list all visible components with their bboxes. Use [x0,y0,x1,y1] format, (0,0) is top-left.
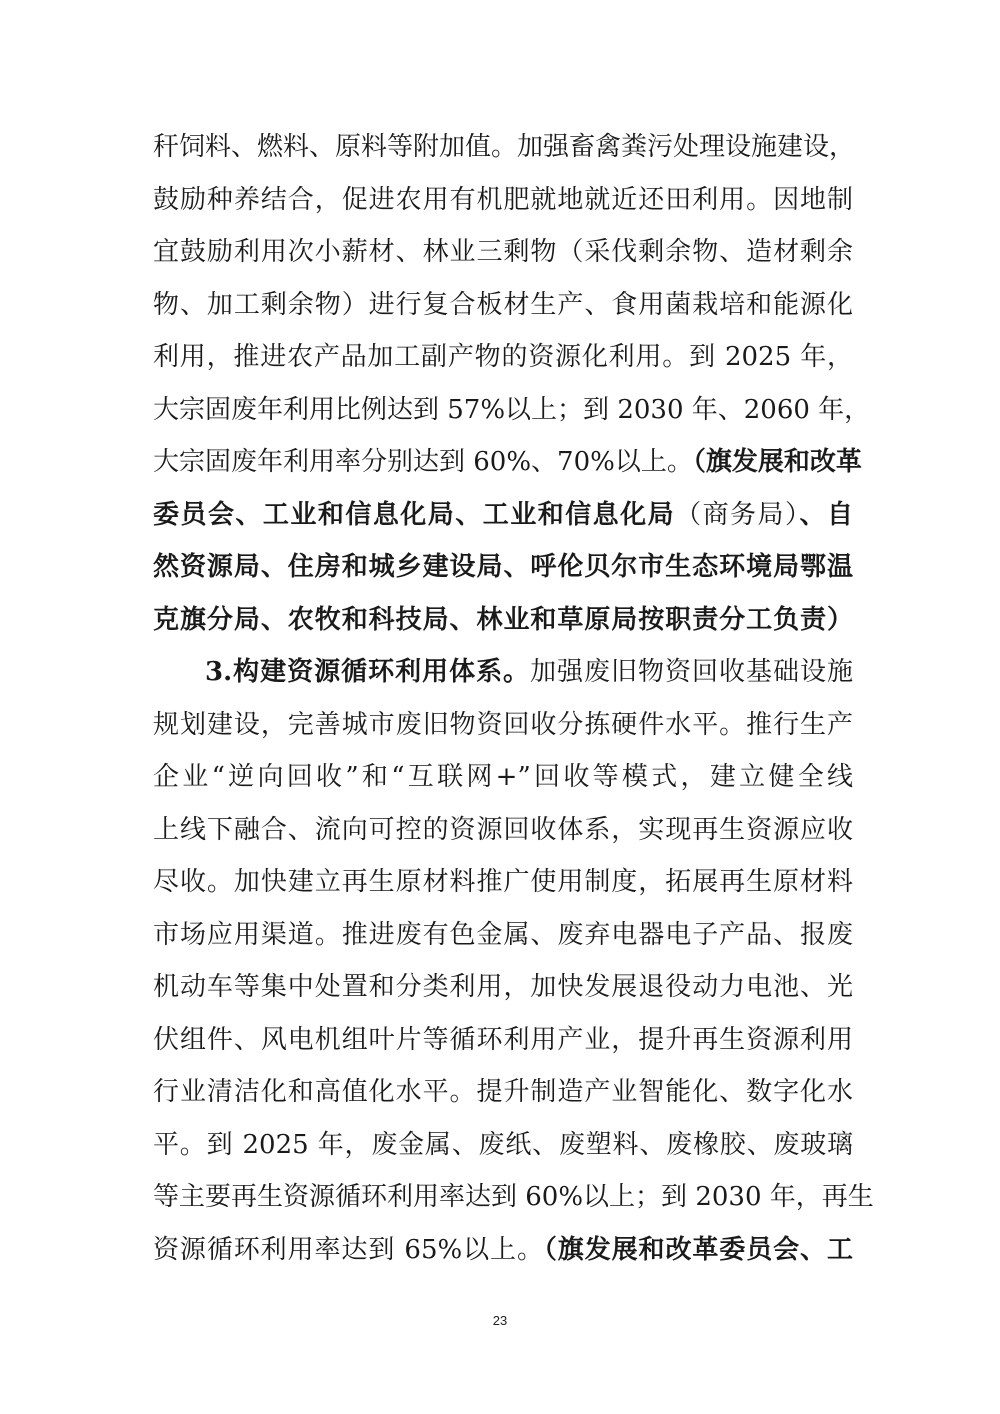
text-line: 机动车等集中处置和分类利用，加快发展退役动力电池、光 [153,972,853,1002]
text-line: 大宗固废年利用比例达到 57%以上；到 2030 年、2060 年， [153,394,871,425]
responsible-dept-text: 委员会、工业和信息化局、工业和信息化局 [153,499,676,530]
text-line: 委员会、工业和信息化局、工业和信息化局（商务局）、自 [153,499,853,530]
section-heading: 3.构建资源循环利用体系。 [205,657,531,687]
responsible-dept-text: 、自 [799,499,853,530]
text-line: 企业“逆向回收”和“互联网+”回收等模式，建立健全线 [153,762,853,792]
section-heading-line: 3.构建资源循环利用体系。加强废旧物资回收基础设施 [205,657,853,687]
text-line: 规划建设，完善城市废旧物资回收分拣硬件水平。推行生产 [153,709,853,740]
text-line [153,594,853,647]
responsible-dept-text: 克旗分局、农牧和科技局、林业和草原局按职责分工负责） [153,604,853,635]
responsible-dept-text: 然资源局、住房和城乡建设局、呼伦贝尔市生态环境局鄂温 [153,552,853,582]
text-line: 伏组件、风电机组叶片等循环利用产业，提升再生资源利用 [153,1024,853,1055]
text-line: 上线下融合、流向可控的资源回收体系，实现再生资源应收 [153,814,853,845]
text-line: 大宗固废年利用率分别达到 60%、70%以上。（旗发展和改革 [153,447,862,477]
text-line: 行业清洁化和高值化水平。提升制造产业智能化、数字化水 [153,1077,853,1107]
text-line: 鼓励种养结合，促进农用有机肥就地就近还田利用。因地制 [153,184,853,215]
text-line: 利用，推进农产品加工副产物的资源化利用。到 2025 年， [153,342,853,372]
text-line: 尽收。加快建立再生原材料推广使用制度，拓展再生原材料 [153,867,853,897]
text-line: 物、加工剩余物）进行复合板材生产、食用菌栽培和能源化 [153,289,853,320]
text-line: 市场应用渠道。推进废有色金属、废弃电器电子产品、报废 [153,919,853,950]
page-number: 23 [492,1313,508,1328]
body-text [153,121,874,1276]
responsible-dept-text: （旗发展和改革委员会、工 [543,1234,853,1265]
text-line: 等主要再生资源循环利用率达到 60%以上；到 2030 年，再生 [153,1182,874,1212]
text-line: 秆饲料、燃料、原料等附加值。加强畜禽粪污处理设施建设， [153,132,856,162]
text-line: 平。到 2025 年，废金属、废纸、废塑料、废橡胶、废玻璃 [153,1129,853,1160]
responsible-dept-text: （旗发展和改革 [692,447,862,477]
text-line [153,541,853,594]
text-line: 资源循环利用率达到 65%以上。（旗发展和改革委员会、工 [153,1234,853,1265]
text-line: 宜鼓励利用次小薪材、林业三剩物（采伐剩余物、造材剩余 [153,237,853,267]
